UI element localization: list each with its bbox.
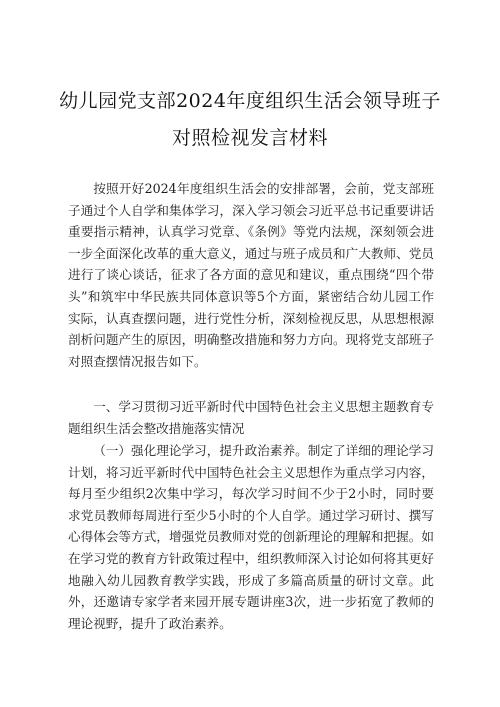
intro-paragraph: 按照开好2024年度组织生活会的安排部署，会前，党支部班子通过个人自学和集体学习，深入学习领会习近平总书记重要讲话重要指示精神，认真学习党章、《条例》等党内法规，深刻领会进一步全面深化改革的重大意义，通过与班子成员和广大教师、党员进行了谈心谈话，征求了各方面的意见和建议，重点围绕“四个带头”和筑牢中华民族共同体意识等5个方面，紧密结合幼儿园工作实际，认真查摆问题，进行党性分析，深刻检视反思，从思想根源剖析问题产生的原因，明确整改措施和努力方向。现将党支部班子对照查摆情况报告如下。 — [68, 181, 434, 369]
document-title-line-2: 对照检视发言材料 — [171, 127, 328, 149]
subsection-paragraph-1: （一）强化理论学习，提升政治素养。制定了详细的理论学习计划，将习近平新时代中国特色社会主义思想作为重点学习内容，每月至少组织2次集中学习，每次学习时间不少于2小时，同时要求党员教师每周进行至少5小时的个人自学。通过学习研讨、撰写心得体会等方式，增强党员教师对党的创新理论的理解和把握。如在学习党的教育方针政策过程中，组织教师深入讨论如何将其更好地融入幼儿园教育教学实践，形成了多篇高质量的研讨文章。此外，还邀请专家学者来园开展专题讲座3次，进一步拓宽了教师的理论视野，提升了政治素养。 — [68, 443, 434, 631]
document-title-line-1: 幼儿园党支部2024年度组织生活会领导班子 — [59, 90, 441, 112]
section-heading-1: 一、学习贯彻习近平新时代中国特色社会主义思想主题教育专题组织生活会整改措施落实情况 — [68, 399, 434, 436]
